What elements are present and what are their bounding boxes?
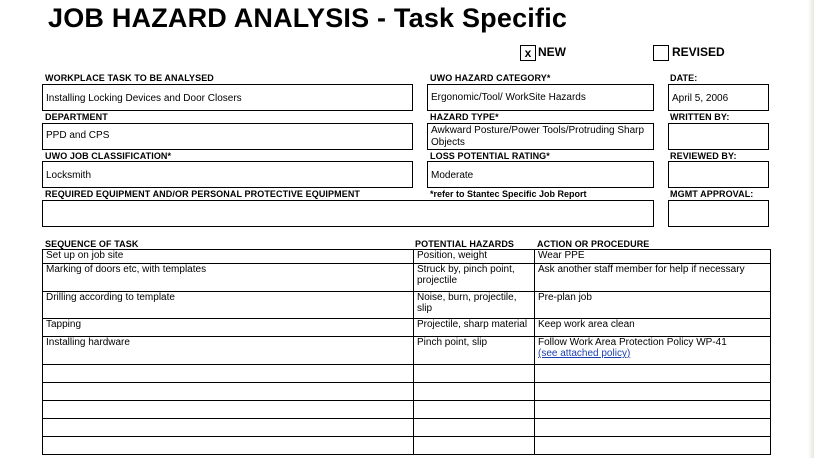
action-cell[interactable] — [535, 337, 771, 365]
table-row — [43, 292, 771, 319]
equipment-note: *refer to Stantec Specific Job Report — [430, 189, 587, 199]
hazard-cell[interactable] — [414, 383, 535, 401]
hazard-table — [42, 249, 771, 455]
workplace-task-value: Installing Locking Devices and Door Closers — [46, 93, 242, 104]
col-header-hazards: POTENTIAL HAZARDS — [415, 239, 515, 249]
job-classification-value: Locksmith — [46, 170, 92, 181]
action-cell[interactable] — [535, 419, 771, 437]
task-cell[interactable]: Drilling according to template — [43, 292, 414, 319]
department-label: DEPARTMENT — [45, 112, 108, 122]
hazard-category-label: UWO HAZARD CATEGORY* — [430, 73, 551, 83]
task-cell[interactable] — [43, 383, 414, 401]
task-cell[interactable] — [43, 401, 414, 419]
date-field[interactable] — [668, 84, 769, 111]
col-header-action: ACTION OR PROCEDURE — [537, 239, 650, 249]
equipment-label: REQUIRED EQUIPMENT AND/OR PERSONAL PROTECTIVE EQUIPMENT — [45, 189, 361, 199]
hazard-cell[interactable] — [414, 437, 535, 455]
table-row — [43, 337, 771, 365]
table-row — [43, 401, 771, 419]
equipment-field[interactable] — [42, 200, 654, 227]
task-cell[interactable] — [43, 365, 414, 383]
date-value: April 5, 2006 — [672, 93, 729, 104]
written-by-label: WRITTEN BY: — [670, 112, 730, 122]
hazard-cell[interactable] — [414, 365, 535, 383]
task-cell[interactable]: Marking of doors etc, with templates — [43, 264, 414, 292]
attached-policy-link[interactable]: (see attached policy) — [538, 348, 631, 359]
col-header-sequence: SEQUENCE OF TASK — [45, 239, 139, 249]
action-cell[interactable]: Wear PPE — [535, 250, 771, 264]
job-classification-field[interactable] — [42, 161, 413, 188]
reviewed-by-label: REVIEWED BY: — [670, 151, 737, 161]
table-row — [43, 365, 771, 383]
loss-potential-value: Moderate — [431, 170, 474, 181]
task-cell[interactable] — [43, 419, 414, 437]
loss-potential-field[interactable] — [427, 161, 654, 188]
job-classification-label: UWO JOB CLASSIFICATION* — [45, 151, 172, 161]
action-cell[interactable] — [535, 437, 771, 455]
hazard-category-value: Ergonomic/Tool/ WorkSite Hazards — [431, 92, 586, 103]
action-cell[interactable] — [535, 383, 771, 401]
date-label: DATE: — [670, 73, 698, 83]
hazard-cell[interactable]: Position, weight — [414, 250, 535, 264]
hazard-cell[interactable]: Projectile, sharp material — [414, 319, 535, 337]
task-cell[interactable]: Installing hardware — [43, 337, 414, 365]
reviewed-by-field[interactable] — [668, 161, 769, 188]
hazard-cell[interactable]: Struck by, pinch point, projectile — [414, 264, 535, 292]
task-cell[interactable] — [43, 437, 414, 455]
action-cell[interactable] — [535, 365, 771, 383]
hazard-cell[interactable] — [414, 401, 535, 419]
hazard-cell[interactable] — [414, 419, 535, 437]
action-cell[interactable]: Ask another staff member for help if necessary — [535, 264, 771, 292]
new-checkbox-label: NEW — [538, 45, 566, 59]
table-row — [43, 383, 771, 401]
action-text: Follow Work Area Protection Policy WP-41 — [538, 337, 727, 348]
task-cell[interactable]: Tapping — [43, 319, 414, 337]
written-by-field[interactable] — [668, 123, 769, 150]
mgmt-approval-field[interactable] — [668, 200, 769, 227]
table-row — [43, 264, 771, 292]
table-row — [43, 250, 771, 264]
hazard-type-label: HAZARD TYPE* — [430, 112, 499, 122]
hazard-type-field[interactable] — [427, 123, 654, 150]
loss-potential-label: LOSS POTENTIAL RATING* — [430, 151, 550, 161]
department-value: PPD and CPS — [46, 130, 110, 141]
hazard-cell[interactable]: Pinch point, slip — [414, 337, 535, 365]
action-cell[interactable]: Pre-plan job — [535, 292, 771, 319]
workplace-task-field[interactable] — [42, 84, 413, 111]
workplace-task-label: WORKPLACE TASK TO BE ANALYSED — [45, 73, 214, 83]
table-row — [43, 319, 771, 337]
page-title: JOB HAZARD ANALYSIS - Task Specific — [48, 3, 568, 33]
table-row — [43, 437, 771, 455]
hazard-type-value: Awkward Posture/Power Tools/Protruding Sharp Objects — [431, 125, 645, 148]
page-edge-shadow — [808, 0, 814, 458]
action-cell[interactable]: Keep work area clean — [535, 319, 771, 337]
mgmt-approval-label: MGMT APPROVAL: — [670, 189, 754, 199]
table-row — [43, 419, 771, 437]
action-cell[interactable] — [535, 401, 771, 419]
new-checkbox[interactable]: x — [520, 45, 536, 61]
hazard-category-field[interactable] — [427, 84, 654, 111]
hazard-cell[interactable]: Noise, burn, projectile, slip — [414, 292, 535, 319]
department-field[interactable] — [42, 123, 413, 150]
revised-checkbox-label: REVISED — [672, 45, 725, 59]
revised-checkbox[interactable] — [653, 45, 669, 61]
task-cell[interactable]: Set up on job site — [43, 250, 414, 264]
